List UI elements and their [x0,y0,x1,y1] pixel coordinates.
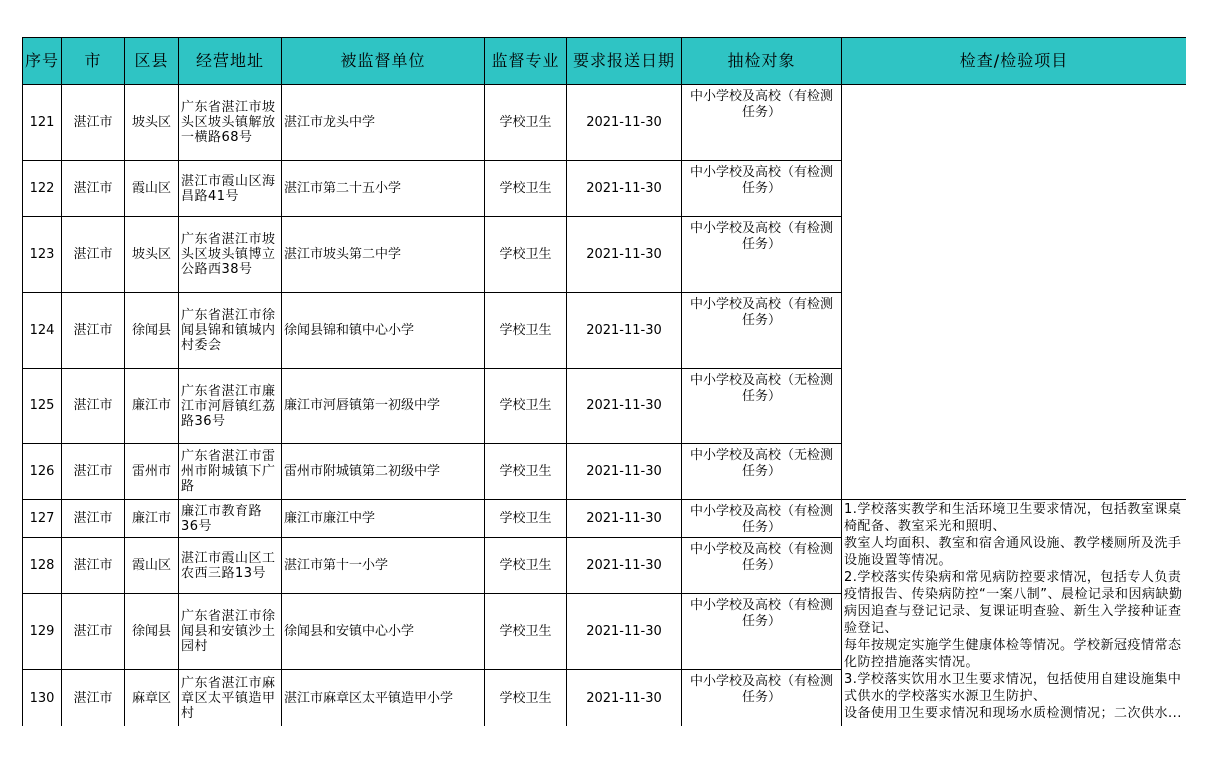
items-line: 教室人均面积、教室和宿舍通风设施、教学楼厕所及洗手设施设置等情况。 [844,536,1182,568]
deadline-cell: 2021-11-30 [567,444,682,500]
specialty-cell: 学校卫生 [485,369,567,444]
deadline-cell: 2021-11-30 [567,500,682,538]
specialty-cell: 学校卫生 [485,217,567,293]
items-line: 3.学校落实饮用水卫生要求情况，包括使用自建设施集中式供水的学校落实水源卫生防护、 [844,672,1182,704]
header-items: 检查/检验项目 [842,38,1187,85]
city-cell: 湛江市 [62,538,125,594]
address-cell: 湛江市霞山区海昌路41号 [179,161,282,217]
header-specialty: 监督专业 [485,38,567,85]
target-cell: 中小学校及高校（有检测任务） [682,500,842,538]
unit-cell: 雷州市附城镇第二初级中学 [282,444,485,500]
specialty-cell: 学校卫生 [485,500,567,538]
deadline-cell: 2021-11-30 [567,369,682,444]
district-cell: 坡头区 [125,217,179,293]
city-cell: 湛江市 [62,217,125,293]
district-cell: 徐闻县 [125,293,179,369]
items-line: 设备使用卫生要求情况和现场水质检测情况；二次供水... [844,706,1182,721]
header-unit: 被监督单位 [282,38,485,85]
seq-cell: 130 [23,670,62,727]
district-cell: 霞山区 [125,161,179,217]
deadline-cell: 2021-11-30 [567,217,682,293]
target-cell: 中小学校及高校（有检测任务） [682,538,842,594]
target-cell: 中小学校及高校（有检测任务） [682,217,842,293]
target-cell: 中小学校及高校（有检测任务） [682,85,842,161]
header-city: 市 [62,38,125,85]
city-cell: 湛江市 [62,444,125,500]
specialty-cell: 学校卫生 [485,85,567,161]
target-cell: 中小学校及高校（有检测任务） [682,293,842,369]
header-seq: 序号 [23,38,62,85]
table-row [23,85,1187,161]
district-cell: 霞山区 [125,538,179,594]
deadline-cell: 2021-11-30 [567,594,682,670]
district-cell: 坡头区 [125,85,179,161]
specialty-cell: 学校卫生 [485,293,567,369]
address-cell: 湛江市霞山区工农西三路13号 [179,538,282,594]
city-cell: 湛江市 [62,500,125,538]
inspection-items-text [844,501,1184,726]
deadline-cell: 2021-11-30 [567,161,682,217]
seq-cell: 122 [23,161,62,217]
city-cell: 湛江市 [62,670,125,727]
items-cell-empty [842,85,1187,500]
target-cell: 中小学校及高校（有检测任务） [682,161,842,217]
unit-cell: 廉江市廉江中学 [282,500,485,538]
deadline-cell: 2021-11-30 [567,293,682,369]
seq-cell: 129 [23,594,62,670]
unit-cell: 徐闻县锦和镇中心小学 [282,293,485,369]
specialty-cell: 学校卫生 [485,594,567,670]
header-target: 抽检对象 [682,38,842,85]
address-cell: 广东省湛江市廉江市河唇镇红荔路36号 [179,369,282,444]
address-cell: 广东省湛江市徐闻县和安镇沙土园村 [179,594,282,670]
seq-cell: 128 [23,538,62,594]
seq-cell: 121 [23,85,62,161]
header-district: 区县 [125,38,179,85]
specialty-cell: 学校卫生 [485,444,567,500]
city-cell: 湛江市 [62,369,125,444]
address-cell: 广东省湛江市徐闻县锦和镇城内村委会 [179,293,282,369]
seq-cell: 126 [23,444,62,500]
deadline-cell: 2021-11-30 [567,85,682,161]
items-line: 每年按规定实施学生健康体检等情况。学校新冠疫情常态化防控措施落实情况。 [844,638,1182,670]
header-address: 经营地址 [179,38,282,85]
deadline-cell: 2021-11-30 [567,538,682,594]
district-cell: 麻章区 [125,670,179,727]
city-cell: 湛江市 [62,293,125,369]
address-cell: 广东省湛江市坡头区坡头镇博立公路西38号 [179,217,282,293]
seq-cell: 123 [23,217,62,293]
target-cell: 中小学校及高校（无检测任务） [682,369,842,444]
seq-cell: 127 [23,500,62,538]
deadline-cell: 2021-11-30 [567,670,682,727]
items-line: 1.学校落实教学和生活环境卫生要求情况，包括教室课桌椅配备、教室采光和照明、 [844,502,1182,534]
items-line: 2.学校落实传染病和常见病防控要求情况，包括专人负责疫情报告、传染病防控“一案八制”、晨检记录和因病缺勤病因追查与登记记录、复课证明查验、新生入学接种证查验登记、 [844,570,1183,636]
unit-cell: 湛江市第十一小学 [282,538,485,594]
unit-cell: 廉江市河唇镇第一初级中学 [282,369,485,444]
table-row [23,500,1187,538]
inspection-table [22,37,1186,726]
target-cell: 中小学校及高校（有检测任务） [682,594,842,670]
address-cell: 廉江市教育路36号 [179,500,282,538]
specialty-cell: 学校卫生 [485,538,567,594]
header-row [23,38,1187,85]
target-cell: 中小学校及高校（有检测任务） [682,670,842,727]
specialty-cell: 学校卫生 [485,161,567,217]
district-cell: 徐闻县 [125,594,179,670]
header-deadline: 要求报送日期 [567,38,682,85]
specialty-cell: 学校卫生 [485,670,567,727]
address-cell: 广东省湛江市麻章区太平镇造甲村 [179,670,282,727]
seq-cell: 125 [23,369,62,444]
address-cell: 广东省湛江市雷州市附城镇下广路 [179,444,282,500]
target-cell: 中小学校及高校（无检测任务） [682,444,842,500]
address-cell: 广东省湛江市坡头区坡头镇解放一横路68号 [179,85,282,161]
city-cell: 湛江市 [62,594,125,670]
spreadsheet [22,37,1186,726]
items-cell [842,500,1187,727]
district-cell: 雷州市 [125,444,179,500]
unit-cell: 徐闻县和安镇中心小学 [282,594,485,670]
district-cell: 廉江市 [125,369,179,444]
city-cell: 湛江市 [62,161,125,217]
unit-cell: 湛江市坡头第二中学 [282,217,485,293]
unit-cell: 湛江市龙头中学 [282,85,485,161]
seq-cell: 124 [23,293,62,369]
district-cell: 廉江市 [125,500,179,538]
city-cell: 湛江市 [62,85,125,161]
unit-cell: 湛江市麻章区太平镇造甲小学 [282,670,485,727]
unit-cell: 湛江市第二十五小学 [282,161,485,217]
